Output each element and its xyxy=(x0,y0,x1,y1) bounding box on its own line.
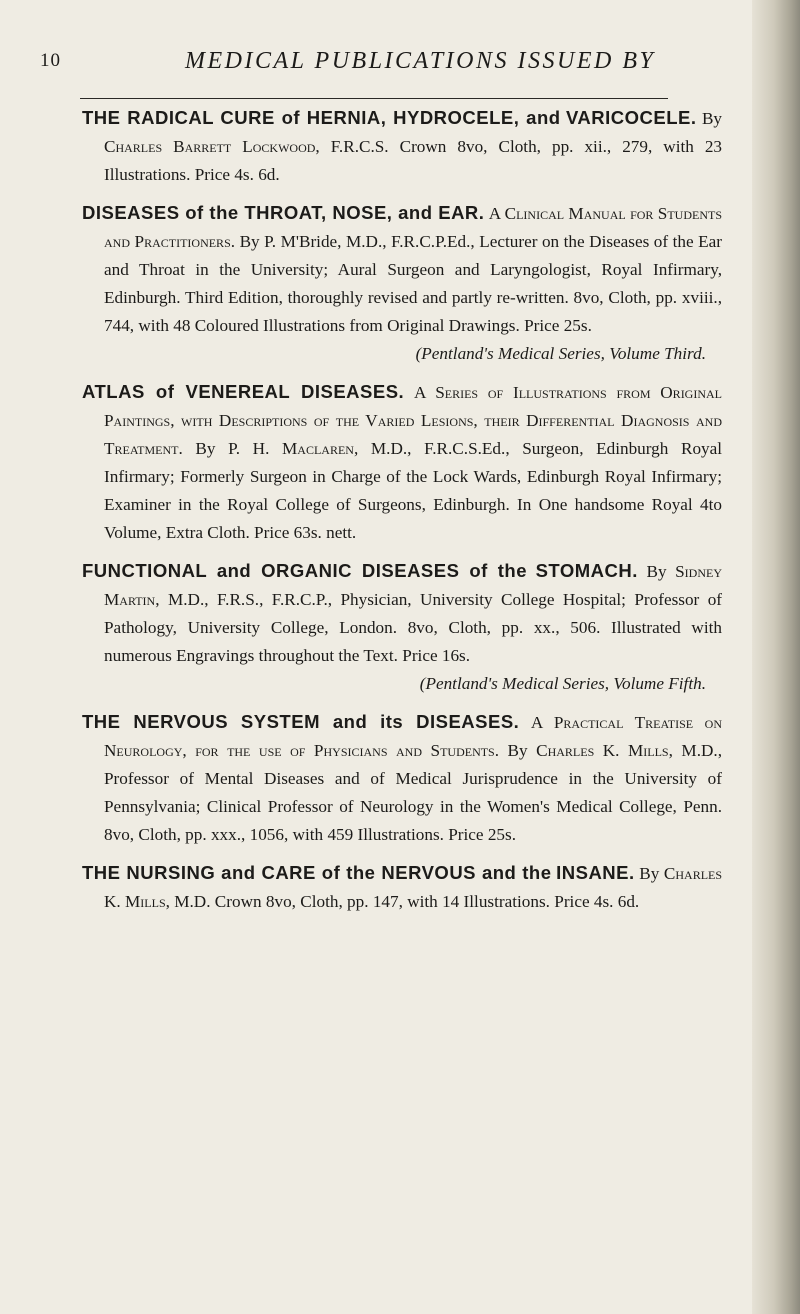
entry-body: By P. M'Bride, M.D., F.R.C.P.Ed., Lecturer on the Diseases of the Ear and Throat in the University; Aural Surgeon and Laryngologist, Royal Infirmary, Edinburgh. Third Edition, thoroughly revised and partly re-written. 8vo, Cloth, pp. xviii., 744, with 48 Coloured Illustrations from Original Drawings. Price 25s. xyxy=(104,232,723,335)
entry-by: By xyxy=(646,562,667,581)
entry-subtitle: A Series of Illustrations from Original Paintings, with Descriptions of the Varied Lesions, their Differential Diagnosis and Treatment. xyxy=(104,383,723,458)
publication-list xyxy=(82,104,722,926)
series-note: (Pentland's Medical Series, Volume Fifth. xyxy=(419,674,706,693)
entry-subtitle: A Practical Treatise on Neurology, for the use of Physicians and Students. xyxy=(104,713,722,760)
entry-nursing xyxy=(82,859,722,916)
entry-author: Charles Barrett Lockwood, xyxy=(104,137,320,156)
entry-by: By xyxy=(701,109,723,128)
entry-body: M.D., Professor of Mental Diseases and of Medical Jurisprudence in the University of Pennsylvania; Clinical Professor of Neurology in the Women's Medical College, Penn. 8vo, Cloth, pp. xxx., 1056, with 459 Illustrations. Price 25s. xyxy=(104,741,723,844)
entry-body: M.D., F.R.S., F.R.C.P., Physician, University College Hospital; Professor of Pathology, University College, London. 8vo, Cloth, pp. xx., 506. Illustrated with numerous Engravings throughout the Text. Price 16s. xyxy=(104,590,723,665)
running-head: MEDICAL PUBLICATIONS ISSUED BY xyxy=(185,48,656,74)
entry-stomach xyxy=(82,557,722,698)
entry-throat xyxy=(82,199,722,368)
entry-title: DISEASES of the THROAT, NOSE, and EAR. xyxy=(82,202,485,223)
entry-nervous-system xyxy=(82,708,722,849)
entry-subtitle: A Clinical Manual for Students and Practitioners. xyxy=(104,204,722,251)
entry-body: M.D., F.R.C.S.Ed., Surgeon, Edinburgh Royal Infirmary; Formerly Surgeon in Charge of the Lock Wards, Edinburgh Royal Infirmary; Examiner in the Royal College of Surgeons, Edinburgh. In One handsome Royal 4to Volume, Extra Cloth. Price 63s. nett. xyxy=(104,439,723,542)
entry-title-cont: STOMACH. xyxy=(535,560,638,581)
entry-author: Charles K. Mills, xyxy=(104,864,723,911)
entry-author: Maclaren, xyxy=(282,439,359,458)
entry-title-cont: VARICOCELE. xyxy=(565,107,697,128)
entry-venereal xyxy=(82,378,722,547)
entry-by: By P. H. xyxy=(195,439,270,458)
page-header xyxy=(40,50,700,80)
entry-title: THE NURSING and CARE of the NERVOUS and the xyxy=(82,862,552,883)
page-number: 10 xyxy=(40,50,61,71)
series-note: (Pentland's Medical Series, Volume Third. xyxy=(415,344,706,363)
page-edge-shadow xyxy=(752,0,800,1314)
header-rule xyxy=(80,98,668,99)
entry-title: ATLAS of VENEREAL DISEASES. xyxy=(82,381,405,402)
entry-by: By xyxy=(639,864,660,883)
entry-title: THE RADICAL CURE of HERNIA, HYDROCELE, and xyxy=(82,107,561,128)
entry-title: THE NERVOUS SYSTEM and its DISEASES. xyxy=(82,711,520,732)
entry-by: By xyxy=(507,741,528,760)
entry-author: Sidney Martin, xyxy=(104,562,723,609)
entry-body: M.D. Crown 8vo, Cloth, pp. 147, with 14 Illustrations. Price 4s. 6d. xyxy=(174,892,640,911)
entry-author: Charles K. Mills, xyxy=(536,741,673,760)
entry-title: FUNCTIONAL and ORGANIC DISEASES of the xyxy=(82,560,527,581)
entry-body: F.R.C.S. Crown 8vo, Cloth, pp. xii., 279, with 23 Illustrations. Price 4s. 6d. xyxy=(104,137,723,184)
entry-hernia xyxy=(82,104,722,189)
entry-title-cont: INSANE. xyxy=(556,862,635,883)
